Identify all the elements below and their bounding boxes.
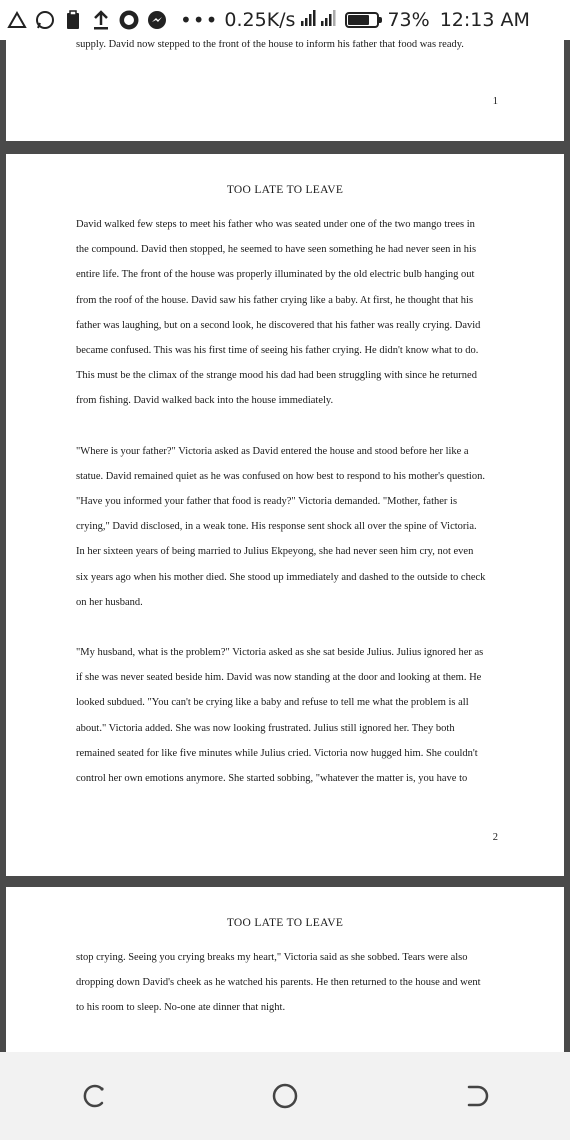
text-line: stop crying. Seeing you crying breaks my heart," Victoria said as she sobbed. Tears were also [76,952,468,963]
page-body [76,945,494,1021]
document-page [6,154,564,876]
text-line: from the roof of the house. David saw his father crying like a baby. At first, he thought that his [76,294,474,306]
recent-apps-icon [80,1081,110,1111]
paragraph [76,640,494,791]
text-line: entire life. The front of the house was properly illuminated by the old electric bulb hanging out [76,269,475,281]
text-line: six years ago when his mother died. She stood up immediately and dashed to the outside to check [76,571,486,583]
text-line: to his room to sleep. No-one ate dinner that night. [76,1002,286,1014]
signal-icon [299,9,339,31]
home-icon [270,1081,300,1111]
navigation-bar [0,1052,570,1140]
text-line: looked subdued. "You can't be crying like a baby and refuse to tell me what the problem is all [76,697,469,709]
text-line: father was laughing, but on a second look, he discovered that his father was really crying. David [76,319,481,331]
text-line: on her husband. [76,596,143,608]
document-page [6,887,564,1052]
text-line: "Have you informed your father that food is ready?" Victoria demanded. "Mother, father is [76,496,458,508]
clock: 12:13 AM [439,9,530,31]
clipboard-icon [62,9,84,31]
text-line: David walked few steps to meet his father who was seated under one of the two mango trees in [76,219,475,230]
paragraph [76,212,494,414]
text-line: if she was never seated beside him. David was now standing at the door and looking at them. He [76,672,482,684]
battery-icon [345,12,379,28]
text-line: "My husband, what is the problem?" Victoria asked as she sat beside Julius. Julius ignored her as [76,647,484,659]
page-header: TOO LATE TO LEAVE [226,917,344,929]
messenger-icon [146,9,168,31]
text-line: control her own emotions anymore. She started sobbing, "whatever the matter is, you have to [76,773,468,785]
text-line: from fishing. David walked back into the house immediately. [76,395,334,407]
page-number: 1 [492,96,498,107]
notification-icons [0,8,218,32]
whatsapp-icon [34,9,56,31]
paragraph [76,439,494,615]
text-line: about." Victoria added. She was now looking frustrated. Julius still ignored her. They both [76,722,455,734]
app-badge-icon [118,9,140,31]
battery-percentage: 73% [387,9,430,31]
page-number: 2 [492,832,498,843]
home-button[interactable] [255,1066,315,1126]
back-button[interactable] [445,1066,505,1126]
text-line: This must be the climax of the strange mood his dad had been struggling with since he returned [76,370,477,382]
page-body [76,40,494,57]
upload-icon [90,9,112,31]
back-icon [460,1081,490,1111]
network-speed: 0.25K/s [224,9,296,31]
status-bar [0,0,570,40]
more-notifications-icon: ••• [180,8,219,32]
text-line: supply. David now stepped to the front of the house to inform his father that food was ready. [76,40,464,50]
text-line: statue. David remained quiet as he was confused on how best to respond to his mother's question. [76,470,485,482]
warning-icon [6,9,28,31]
recent-apps-button[interactable] [65,1066,125,1126]
text-line: "Where is your father?" Victoria asked as David entered the house and stood before her like a [76,445,469,457]
text-line: In her sixteen years of being married to Julius Ekpeyong, she had never seen him cry, not even [76,546,474,558]
text-line: remained seated for like five minutes while Julius cried. Victoria now hugged him. She couldn't [76,747,478,759]
page-header: TOO LATE TO LEAVE [226,184,344,196]
page-body [76,212,494,816]
document-page [6,40,564,141]
text-line: became confused. This was his first time of seeing his father crying. He didn't know what to do. [76,345,479,357]
text-line: crying," David disclosed, in a weak tone. His response sent shock all over the spine of Victoria. [76,521,477,533]
text-line: dropping down David's cheek as he watched his parents. He then returned to the house and went [76,977,481,989]
document-viewer[interactable] [0,40,570,1052]
text-line: the compound. David then stopped, he seemed to have seen something he had never seen in his [76,244,477,256]
